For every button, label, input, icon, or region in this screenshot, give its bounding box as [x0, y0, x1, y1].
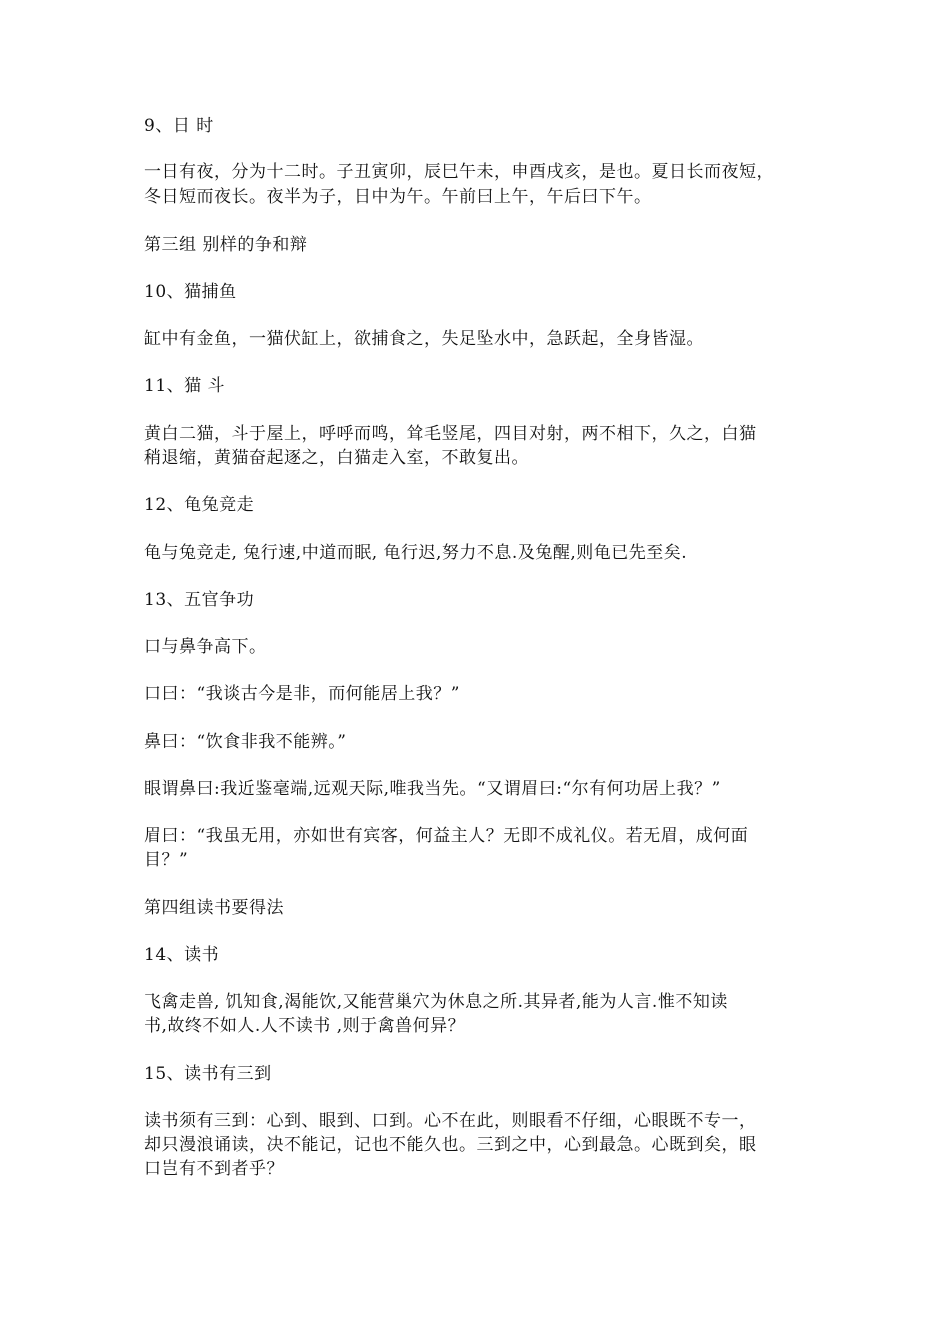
- text-line: 缸中有金鱼，一猫伏缸上，欲捕食之，失足坠水中，急跃起，全身皆湿。: [144, 329, 704, 349]
- text-line: 书,故终不如人.人不读书 ,则于禽兽何异？: [144, 1016, 466, 1036]
- section-heading-9: 9、日 时: [144, 116, 214, 136]
- text-line: 黄白二猫，斗于屋上，呼呼而鸣，耸毛竖尾，四目对射，两不相下，久之，白猫: [144, 424, 757, 444]
- text-line: 眼谓鼻曰:我近鉴毫端,远观天际,唯我当先。“又谓眉曰:“尔有何功居上我？”: [144, 779, 721, 799]
- document-page: [144, 0, 814, 1344]
- text-line: 口曰：“我谈古今是非，而何能居上我？”: [144, 684, 460, 704]
- text-line: 口与鼻争高下。: [144, 637, 267, 657]
- text-line: 飞禽走兽, 饥知食,渴能饮,又能营巢穴为休息之所.其异者,能为人言.惟不知读: [144, 992, 728, 1012]
- text-line: 读书须有三到：心到、眼到、口到。心不在此，则眼看不仔细，心眼既不专一，: [144, 1111, 757, 1131]
- text-line: 鼻曰：“饮食非我不能辨。”: [144, 732, 347, 752]
- group-heading-4: 第四组读书要得法: [144, 898, 284, 918]
- section-heading-10: 10、猫捕鱼: [144, 282, 237, 302]
- section-heading-13: 13、五官争功: [144, 590, 255, 610]
- text-line: 一日有夜，分为十二时。子丑寅卯，辰巳午未，申酉戌亥，是也。夏日长而夜短，: [144, 162, 774, 182]
- text-line: 冬日短而夜长。夜半为子，日中为午。午前曰上午，午后曰下午。: [144, 187, 652, 207]
- section-heading-15: 15、读书有三到: [144, 1064, 272, 1084]
- section-heading-12: 12、龟兔竞走: [144, 495, 255, 515]
- text-line: 目？”: [144, 850, 189, 870]
- text-line: 却只漫浪诵读，决不能记，记也不能久也。三到之中，心到最急。心既到矣，眼: [144, 1135, 757, 1155]
- section-heading-11: 11、猫 斗: [144, 376, 226, 396]
- section-heading-14: 14、读书: [144, 945, 220, 965]
- text-line: 龟与兔竞走, 兔行速,中道而眠, 龟行迟,努力不息.及兔醒,则龟已先至矣.: [144, 543, 688, 563]
- text-line: 稍退缩，黄猫奋起逐之，白猫走入室，不敢复出。: [144, 448, 529, 468]
- text-line: 口岂有不到者乎？: [144, 1159, 284, 1179]
- group-heading-3: 第三组 别样的争和辩: [144, 235, 308, 255]
- text-line: 眉曰：“我虽无用，亦如世有宾客，何益主人？无即不成礼仪。若无眉，成何面: [144, 826, 749, 846]
